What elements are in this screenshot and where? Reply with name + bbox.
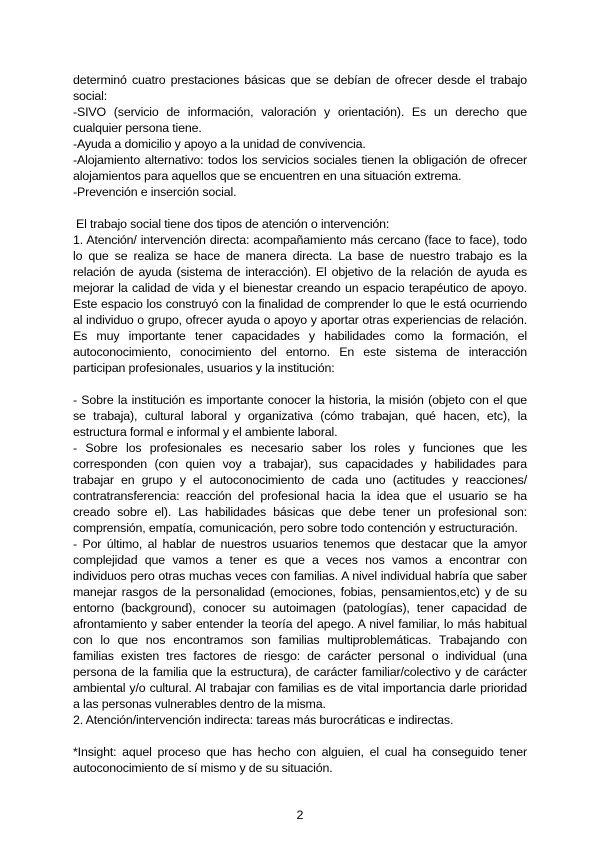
paragraph-insight: *Insight: aquel proceso que has hecho con alguien, el cual ha conseguido tener autoconocimiento de sí mismo y de su situación.: [73, 745, 527, 775]
page-body: [73, 72, 527, 776]
paragraph-atencion-indirecta: 2. Atención/intervención indirecta: tareas más burocráticas e indirectas.: [73, 713, 454, 727]
page-number: 2: [296, 808, 304, 822]
paragraph-atencion-directa: 1. Atención/ intervención directa: acompañamiento más cercano (face to face), todo lo que se realiza se hace de manera directa. La base de nuestro trabajo es la relación de ayuda (sistema de interacción). El objetivo de la relación de ayuda es mejorar la calidad de vida y el bienestar creando un espacio terapéutico de apoyo. Este espacio los construyó con la finalidad de comprender lo que le está ocurriendo al individuo o grupo, ofrecer ayuda o apoyo y aportar otras experiencias de relación. Es muy importante tener capacidades y habilidades como la formación, el autoconocimiento, conocimiento del entorno. En este sistema de interacción participan profesionales, usuarios y la institución:: [73, 233, 527, 375]
paragraph-profesionales: - Sobre los profesionales es necesario saber los roles y funciones que les corresponden (con quien voy a trabajar), sus capacidades y habilidades para trabajar en grupo y el autoconocimiento de cada uno (actitudes y reacciones/ contratransferencia: reacción del profesional hacia la idea que el usuario se ha creado sobre el). Las habilidades básicas que debe tener un profesional son: comprensión, empatía, comunicación, pero sobre todo contención y estructuración.: [73, 441, 527, 535]
paragraph-institucion: - Sobre la institución es importante conocer la historia, la misión (objeto con el que se trabaja), cultural laboral y organizativa (cómo trabajan, qué hacen, etc), la estructura formal e informal y el ambiente laboral.: [73, 393, 527, 439]
list-item-sivo: -SIVO (servicio de información, valoración y orientación). Es un derecho que cualquier persona tiene.: [73, 105, 527, 135]
list-item-prevencion: -Prevención e inserción social.: [73, 185, 237, 199]
paragraph-spacer: [73, 200, 527, 216]
paragraph-usuarios: - Por último, al hablar de nuestros usuarios tenemos que destacar que la amyor complejidad que vamos a tener es que a veces nos vamos a encontrar con individuos pero otras muchas veces con familias. A nivel individual habría que saber manejar rasgos de la personalidad (emociones, fobias, pensamientos,etc) y de su entorno (background), conocer su autoimagen (patologías), tener capacidad de afrontamiento y saber entender la teoría del apego. A nivel familiar, lo más habitual con lo que nos encontramos son familias multiproblemáticas. Trabajando con familias existen tres factores de riesgo: de carácter personal o individual (una persona de la familia que la estructura), de carácter familiar/colectivo y de carácter ambiental y/o cultural. Al trabajar con familias es de vital importancia darle prioridad a las personas vulnerables dentro de la misma.: [73, 537, 527, 711]
paragraph-intro-continuation: determinó cuatro prestaciones básicas que se debían de ofrecer desde el trabajo social:: [73, 73, 527, 103]
paragraph-spacer: [73, 376, 527, 392]
list-item-alojamiento: -Alojamiento alternativo: todos los servicios sociales tienen la obligación de ofrecer alojamientos para aquellos que se encuentren en una situación extrema.: [73, 153, 527, 183]
list-item-ayuda-domicilio: -Ayuda a domicilio y apoyo a la unidad de convivencia.: [73, 137, 366, 151]
paragraph-tipos-atencion: El trabajo social tiene dos tipos de atención o intervención:: [76, 217, 390, 231]
paragraph-spacer: [73, 728, 527, 744]
